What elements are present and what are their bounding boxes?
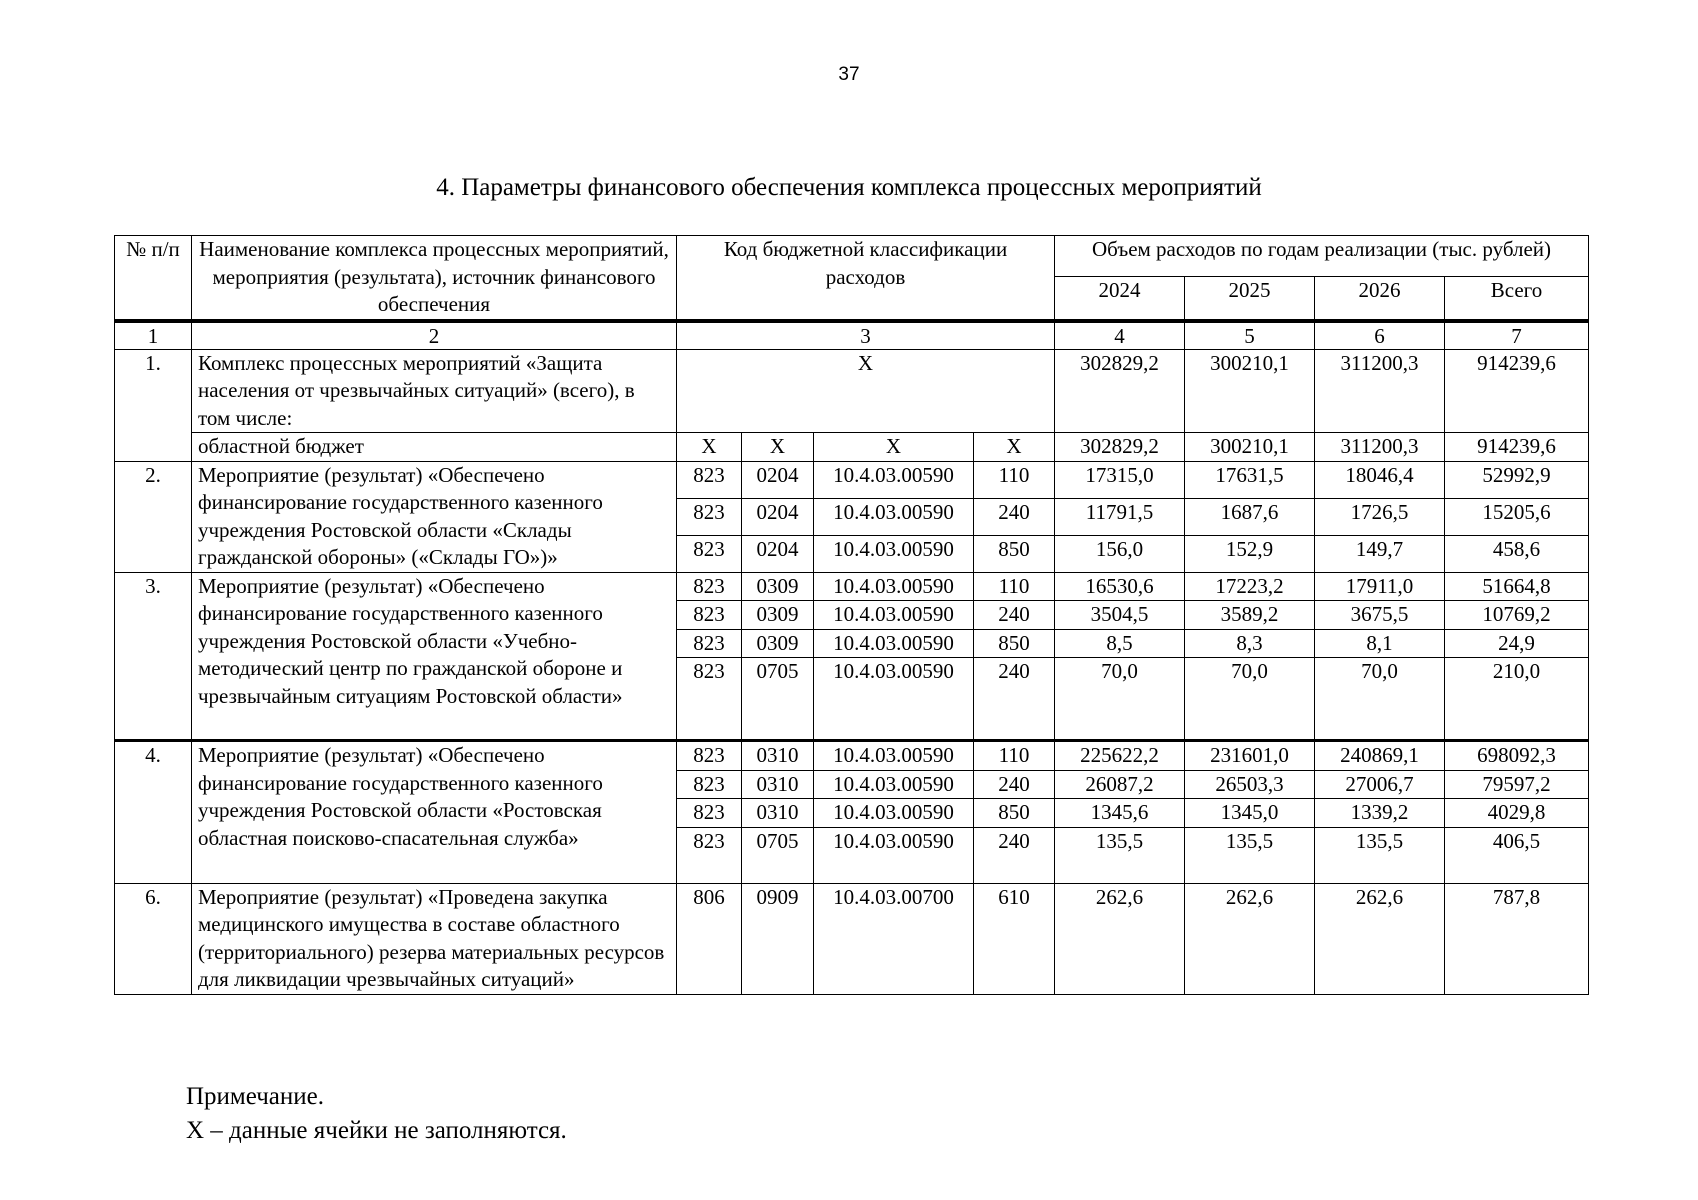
code-cell: 240 — [974, 601, 1055, 630]
value-cell: 3589,2 — [1185, 601, 1315, 630]
code-cell: X — [974, 433, 1055, 462]
code-cell: 850 — [974, 535, 1055, 572]
value-cell: 24,9 — [1445, 629, 1589, 658]
value-cell: 4029,8 — [1445, 799, 1589, 828]
code-cell: 10.4.03.00590 — [814, 535, 974, 572]
code-cell: 0310 — [742, 741, 814, 771]
code-cell: 850 — [974, 629, 1055, 658]
code-cell: 0705 — [742, 658, 814, 741]
code-cell: X — [677, 433, 742, 462]
code-cell: 240 — [974, 498, 1055, 535]
code-cell: 10.4.03.00590 — [814, 658, 974, 741]
row-num: 1. — [115, 349, 192, 461]
column-number: 4 — [1055, 321, 1185, 350]
code-cell: 823 — [677, 799, 742, 828]
value-cell: 698092,3 — [1445, 741, 1589, 771]
header-row — [115, 236, 1589, 277]
row-name: Мероприятие (результат) «Обеспечено финансирование государственного казенного учреждения Ростовской области «Склады гражданской обороны» («Склады ГО»)» — [192, 461, 677, 572]
code-cell: X — [814, 433, 974, 462]
value-cell: 1687,6 — [1185, 498, 1315, 535]
code-cell: 823 — [677, 770, 742, 799]
value-cell: 3675,5 — [1315, 601, 1445, 630]
header-year: 2025 — [1185, 277, 1315, 321]
code-cell: 0705 — [742, 827, 814, 883]
code-cell: 823 — [677, 535, 742, 572]
code-cell: 10.4.03.00590 — [814, 799, 974, 828]
value-cell: 300210,1 — [1185, 433, 1315, 462]
code-cell: 0204 — [742, 498, 814, 535]
value-cell: 406,5 — [1445, 827, 1589, 883]
value-cell: 311200,3 — [1315, 349, 1445, 433]
code-cell: 0309 — [742, 601, 814, 630]
code-cell: 823 — [677, 601, 742, 630]
value-cell: 262,6 — [1185, 883, 1315, 994]
code-cell: 10.4.03.00590 — [814, 770, 974, 799]
value-cell: 262,6 — [1055, 883, 1185, 994]
value-cell: 149,7 — [1315, 535, 1445, 572]
row-name: Комплекс процессных мероприятий «Защита населения от чрезвычайных ситуаций» (всего), в том числе: — [192, 349, 677, 433]
value-cell: 152,9 — [1185, 535, 1315, 572]
code-cell: 0309 — [742, 629, 814, 658]
column-number: 6 — [1315, 321, 1445, 350]
column-number: 3 — [677, 321, 1055, 350]
note — [186, 1080, 567, 1148]
column-number: 7 — [1445, 321, 1589, 350]
header-code: Код бюджетной классификации расходов — [677, 236, 1055, 321]
table-row — [115, 883, 1589, 994]
row-name: областной бюджет — [192, 433, 677, 462]
value-cell: 210,0 — [1445, 658, 1589, 741]
value-cell: 156,0 — [1055, 535, 1185, 572]
value-cell: 8,3 — [1185, 629, 1315, 658]
code-cell: 823 — [677, 629, 742, 658]
value-cell: 300210,1 — [1185, 349, 1315, 433]
value-cell: 3504,5 — [1055, 601, 1185, 630]
code-cell: 823 — [677, 741, 742, 771]
value-cell: 10769,2 — [1445, 601, 1589, 630]
code-cell: 0310 — [742, 799, 814, 828]
code-cell: X — [742, 433, 814, 462]
table-row — [115, 741, 1589, 771]
header-volume: Объем расходов по годам реализации (тыс. рублей) — [1055, 236, 1589, 277]
value-cell: 70,0 — [1055, 658, 1185, 741]
value-cell: 302829,2 — [1055, 433, 1185, 462]
code-cell: 0204 — [742, 461, 814, 498]
code-cell: 823 — [677, 658, 742, 741]
value-cell: 914239,6 — [1445, 433, 1589, 462]
code-cell: 240 — [974, 827, 1055, 883]
code-cell: 240 — [974, 770, 1055, 799]
code-cell: 806 — [677, 883, 742, 994]
value-cell: 70,0 — [1185, 658, 1315, 741]
value-cell: 17223,2 — [1185, 572, 1315, 601]
value-cell: 26503,3 — [1185, 770, 1315, 799]
value-cell: 16530,6 — [1055, 572, 1185, 601]
note-text: X – данные ячейки не заполняются. — [186, 1117, 567, 1144]
code-cell: 240 — [974, 658, 1055, 741]
header-year: 2026 — [1315, 277, 1445, 321]
value-cell: 1345,0 — [1185, 799, 1315, 828]
value-cell: 11791,5 — [1055, 498, 1185, 535]
note-title: Примечание. — [186, 1083, 325, 1110]
value-cell: 135,5 — [1315, 827, 1445, 883]
row-num: 2. — [115, 461, 192, 572]
code-cell: 610 — [974, 883, 1055, 994]
value-cell: 17315,0 — [1055, 461, 1185, 498]
value-cell: 1345,6 — [1055, 799, 1185, 828]
table-title: 4. Параметры финансового обеспечения комплекса процессных мероприятий — [436, 174, 1262, 201]
row-name: Мероприятие (результат) «Обеспечено финансирование государственного казенного учреждения Ростовской области «Ростовская областная поисково-спасательная служба» — [192, 741, 677, 884]
value-cell: 15205,6 — [1445, 498, 1589, 535]
value-cell: 135,5 — [1185, 827, 1315, 883]
code-cell: 0909 — [742, 883, 814, 994]
code-cell: 10.4.03.00590 — [814, 498, 974, 535]
financing-table — [114, 235, 1589, 995]
code-cell: 823 — [677, 461, 742, 498]
table-row — [115, 572, 1589, 601]
value-cell: 51664,8 — [1445, 572, 1589, 601]
code-cell: 10.4.03.00590 — [814, 629, 974, 658]
table-row — [115, 461, 1589, 498]
value-cell: 458,6 — [1445, 535, 1589, 572]
header-name: Наименование комплекса процессных мероприятий, мероприятия (результата), источник финансового обеспечения — [192, 236, 677, 321]
code-cell: 10.4.03.00590 — [814, 601, 974, 630]
value-cell: 70,0 — [1315, 658, 1445, 741]
code-cell: 10.4.03.00590 — [814, 572, 974, 601]
value-cell: 26087,2 — [1055, 770, 1185, 799]
code-cell: 823 — [677, 827, 742, 883]
value-cell: 231601,0 — [1185, 741, 1315, 771]
value-cell: 79597,2 — [1445, 770, 1589, 799]
value-cell: 1339,2 — [1315, 799, 1445, 828]
column-number: 2 — [192, 321, 677, 350]
value-cell: 240869,1 — [1315, 741, 1445, 771]
header-year: 2024 — [1055, 277, 1185, 321]
value-cell: 1726,5 — [1315, 498, 1445, 535]
code-cell: 850 — [974, 799, 1055, 828]
value-cell: 311200,3 — [1315, 433, 1445, 462]
value-cell: 135,5 — [1055, 827, 1185, 883]
value-cell: 17631,5 — [1185, 461, 1315, 498]
code-cell: 0310 — [742, 770, 814, 799]
value-cell: 914239,6 — [1445, 349, 1589, 433]
value-cell: 302829,2 — [1055, 349, 1185, 433]
value-cell: 225622,2 — [1055, 741, 1185, 771]
code-cell: 0204 — [742, 535, 814, 572]
code-cell: 823 — [677, 498, 742, 535]
code-cell: 0309 — [742, 572, 814, 601]
row-num: 4. — [115, 741, 192, 884]
table-row — [115, 349, 1589, 433]
header-total: Всего — [1445, 277, 1589, 321]
code-cell: 823 — [677, 572, 742, 601]
header-num: № п/п — [115, 236, 192, 321]
table-row — [115, 433, 1589, 462]
row-name: Мероприятие (результат) «Проведена закупка медицинского имущества в составе областного (территориального) резерва материальных ресурсов для ликвидации чрезвычайных ситуаций» — [192, 883, 677, 994]
row-num: 3. — [115, 572, 192, 741]
value-cell: 18046,4 — [1315, 461, 1445, 498]
row-num: 6. — [115, 883, 192, 994]
code-cell: 10.4.03.00700 — [814, 883, 974, 994]
value-cell: 262,6 — [1315, 883, 1445, 994]
column-number: 1 — [115, 321, 192, 350]
code-cell: 10.4.03.00590 — [814, 461, 974, 498]
value-cell: 52992,9 — [1445, 461, 1589, 498]
page-number: 37 — [838, 64, 860, 85]
value-cell: 17911,0 — [1315, 572, 1445, 601]
column-numbers-row — [115, 321, 1589, 350]
code-cell: 110 — [974, 461, 1055, 498]
value-cell: 8,5 — [1055, 629, 1185, 658]
value-cell: 787,8 — [1445, 883, 1589, 994]
row-code: X — [677, 349, 1055, 433]
code-cell: 10.4.03.00590 — [814, 741, 974, 771]
code-cell: 10.4.03.00590 — [814, 827, 974, 883]
column-number: 5 — [1185, 321, 1315, 350]
value-cell: 8,1 — [1315, 629, 1445, 658]
code-cell: 110 — [974, 741, 1055, 771]
row-name: Мероприятие (результат) «Обеспечено финансирование государственного казенного учреждения Ростовской области «Учебно-методический центр по гражданской обороне и чрезвычайным ситуациям Ростовской области» — [192, 572, 677, 741]
value-cell: 27006,7 — [1315, 770, 1445, 799]
code-cell: 110 — [974, 572, 1055, 601]
